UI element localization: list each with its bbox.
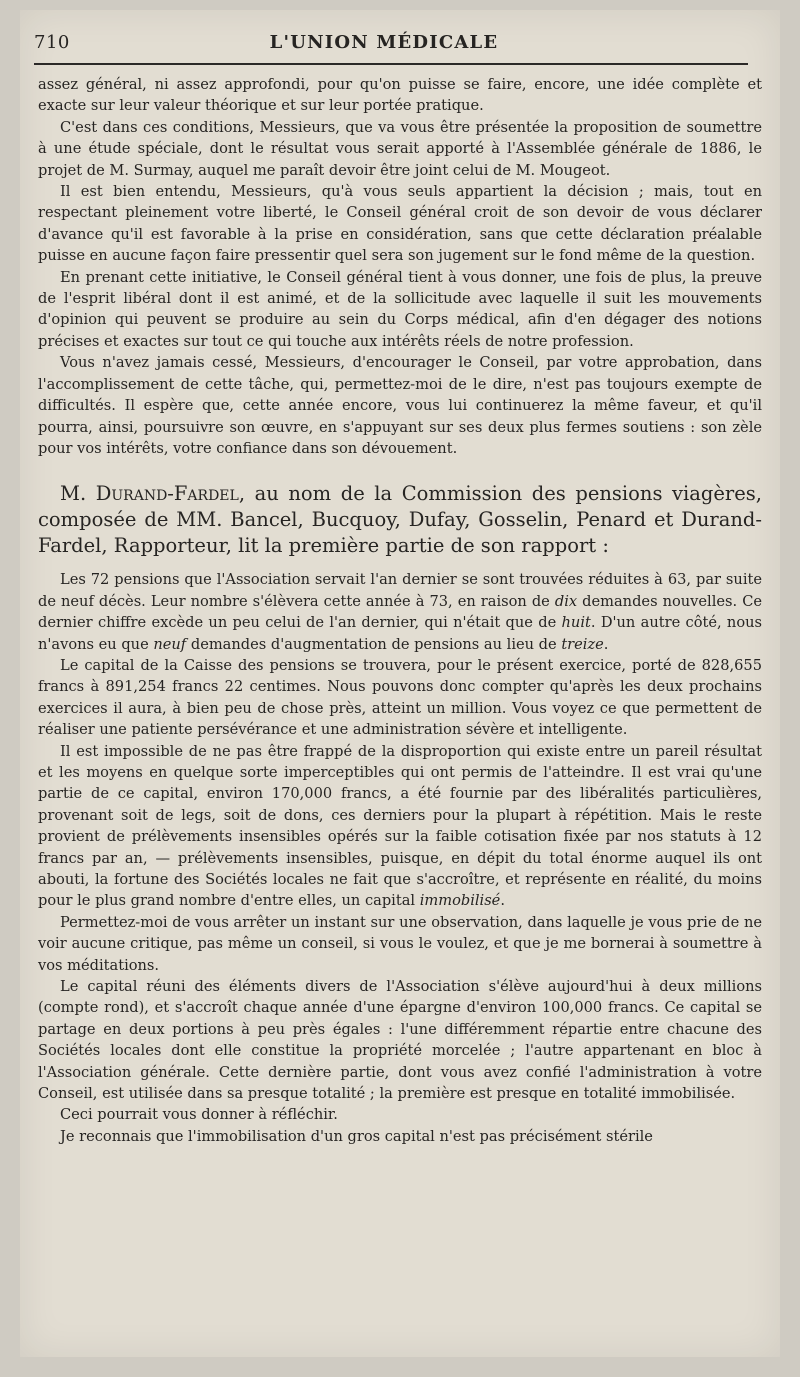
running-header — [34, 26, 734, 60]
paragraph: C'est dans ces conditions, Messieurs, que va vous être présentée la proposition de soumettre à une étude spéciale, dont le résultat vous serait apporté à l'Assemblée générale de 1886, le projet de M. Surmay, auquel me paraît devoir être joint celui de M. Mougeot. — [38, 118, 762, 179]
paragraph-group-council — [38, 74, 762, 459]
paragraph: Le capital réuni des éléments divers de l'Association s'élève aujourd'hui à deux millions (compte rond), et s'accroît chaque année d'une épargne d'environ 100,000 francs. Ce capital se partage en deux portions à peu près égales : l'une différemment répartie entre chacune des Sociétés locales dont elle constitue la propriété morcelée ; l'autre appartenant en bloc à l'Association générale. Cette dernière partie, dont vous avez confié l'administration à votre Conseil, est utilisée dans sa presque totalité ; la première est presque en totalité immobilisée. — [38, 978, 762, 1103]
paragraph: assez général, ni assez approfondi, pour qu'on puisse se faire, encore, une idée complète et exacte sur leur valeur théorique et sur leur portée pratique. — [38, 76, 762, 115]
running-title: L'UNION MÉDICALE — [269, 32, 499, 53]
page-number: 710 — [34, 32, 70, 53]
paragraph: Vous n'avez jamais cessé, Messieurs, d'encourager le Conseil, par votre approbation, dans l'accomplissement de cette tâche, qui, permettez-moi de le dire, n'est pas toujours exempte de difficultés. Il espère que, cette année encore, vous lui continuerez la même faveur, et qu'il pourra, ainsi, poursuivre son œuvre, en s'appuyant sur ses deux plus fermes soutiens : son zèle pour vos intérêts, votre confiance dans son dévouement. — [38, 354, 762, 457]
speaker-prefix: M. — [60, 482, 96, 506]
header-rule — [34, 63, 748, 65]
section-heading-rest: , au nom de la Commission des pensions viagères, composée de MM. Bancel, Bucquoy, Dufay, Gosselin, Penard et Durand-Fardel, Rapporteur, lit la première partie de son rapport : — [38, 482, 763, 558]
paragraph: Ceci pourrait vous donner à réfléchir. — [60, 1106, 338, 1124]
article-body — [38, 74, 762, 1147]
paragraph-disproportion: Il est impossible de ne pas être frappé de la disproportion qui existe entre un pareil résultat et les moyens en quelque sorte imperceptibles qui ont permis de l'atteindre. Il est vrai qu'une partie de ce capital, environ 170,000 francs, a été fournie par des libéralités particulières, provenant soit de legs, soit de dons, ces derniers pour la plupart à répétition. Mais le reste provient de prélèvements insensibles opérés sur la faible cotisation fixée par nos statuts à 12 francs par an, — prélèvements insensibles, puisque, en dépit du total énorme auquel ils ont abouti, la fortune des Sociétés locales ne fait que s'accroître, et représente en réalité, du moins pour le plus grand nombre d'entre elles, un capital immobilisé. — [38, 742, 762, 910]
paragraph: En prenant cette initiative, le Conseil général tient à vous donner, une fois de plus, la preuve de l'esprit libéral dont il est animé, et de la sollicitude avec laquelle il suit les mouvements d'opinion qui peuvent se produire au sein du Corps médical, afin d'en dégager des notions précises et exactes sur tout ce qui touche aux intérêts réels de notre profession. — [38, 268, 762, 350]
section-heading — [38, 481, 762, 559]
paragraph-pensions: Les 72 pensions que l'Association servait l'an dernier se sont trouvées réduites à 63, par suite de neuf décès. Leur nombre s'élèvera cette année à 73, en raison de dix demandes nouvelles. Ce dernier chiffre excède un peu celui de l'an dernier, qui n'était que de huit. D'un autre côté, nous n'avons eu que neuf demandes d'augmentation de pensions au lieu de treize. — [38, 571, 763, 653]
paragraph-group-capital — [38, 655, 762, 741]
paragraph: Je reconnais que l'immobilisation d'un gros capital n'est pas précisément stérile — [60, 1127, 653, 1145]
paragraph: Permettez-moi de vous arrêter un instant sur une observation, dans laquelle je vous prie de ne voir aucune critique, pas même un conseil, si vous le voulez, et que je me bornerai à soumettre à vos méditations. — [38, 913, 762, 974]
paragraph: Le capital de la Caisse des pensions se trouvera, pour le présent exercice, porté de 828,655 francs à 891,254 francs 22 centimes. Nous pouvons donc compter qu'après les deux prochains exercices il aura, à bien peu de chose près, atteint un million. Vous voyez ce que permettent de réaliser une patiente persévérance et une administration sévère et intelligente. — [38, 656, 762, 739]
speaker-name: Durand-Fardel — [95, 482, 239, 506]
paragraph-group-observation — [38, 912, 762, 1147]
journal-page — [20, 10, 780, 1357]
paragraph: Il est bien entendu, Messieurs, qu'à vous seuls appartient la décision ; mais, tout en respectant pleinement votre liberté, le Conseil général croit de son devoir de vous déclarer d'avance qu'il est favorable à la prise en considération, sans que cette déclaration préalable puisse en aucune façon faire pressentir quel sera son jugement sur le fond même de la question. — [38, 183, 762, 265]
